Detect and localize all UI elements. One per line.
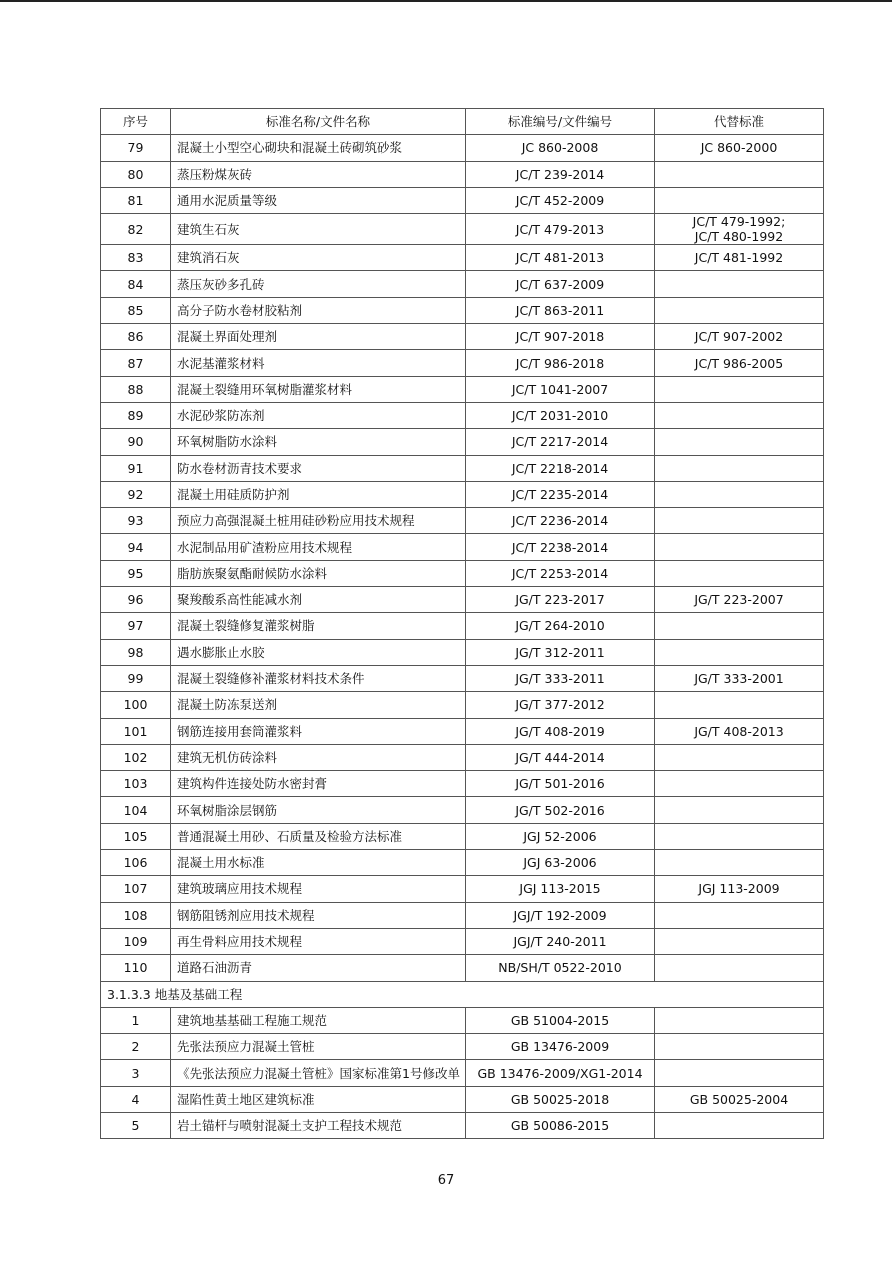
replaced-standard [655, 955, 824, 981]
table-row [101, 902, 824, 928]
table-row [101, 1007, 824, 1033]
row-number: 110 [101, 955, 171, 981]
replaced-standard [655, 928, 824, 954]
table-row [101, 613, 824, 639]
table-row [101, 771, 824, 797]
row-number: 103 [101, 771, 171, 797]
standard-name: 混凝土防冻泵送剂 [171, 692, 466, 718]
replaced-standard [655, 214, 824, 245]
section-heading-row [101, 981, 824, 1007]
replaced-standard [655, 1034, 824, 1060]
row-number: 83 [101, 245, 171, 271]
standard-code: JG/T 501-2016 [466, 771, 655, 797]
standards-table [100, 108, 824, 1139]
table-header-row [101, 109, 824, 135]
standard-code: JC/T 479-2013 [466, 214, 655, 245]
standard-name: 混凝土裂缝用环氧树脂灌浆材料 [171, 376, 466, 402]
standard-name: 建筑生石灰 [171, 214, 466, 245]
table-row [101, 455, 824, 481]
standard-name: 水泥基灌浆材料 [171, 350, 466, 376]
row-number: 85 [101, 297, 171, 323]
standard-code: JC/T 2218-2014 [466, 455, 655, 481]
standard-code: JG/T 377-2012 [466, 692, 655, 718]
table-row [101, 823, 824, 849]
replaced-standard [655, 797, 824, 823]
row-number: 101 [101, 718, 171, 744]
standard-name: 水泥砂浆防冻剂 [171, 402, 466, 428]
table-row [101, 350, 824, 376]
standard-name: 普通混凝土用砂、石质量及检验方法标准 [171, 823, 466, 849]
row-number: 102 [101, 744, 171, 770]
standard-name: 脂肪族聚氨酯耐候防水涂料 [171, 560, 466, 586]
standard-code: JG/T 502-2016 [466, 797, 655, 823]
standard-code: JC/T 863-2011 [466, 297, 655, 323]
standard-code: JC/T 2238-2014 [466, 534, 655, 560]
row-number: 98 [101, 639, 171, 665]
row-number: 82 [101, 214, 171, 245]
standard-name: 环氧树脂涂层钢筋 [171, 797, 466, 823]
standard-name: 蒸压灰砂多孔砖 [171, 271, 466, 297]
replaced-standard [655, 1060, 824, 1086]
table-row [101, 402, 824, 428]
header-standard-code: 标准编号/文件编号 [466, 109, 655, 135]
standard-name: 建筑地基基础工程施工规范 [171, 1007, 466, 1033]
row-number: 99 [101, 665, 171, 691]
standard-name: 建筑构件连接处防水密封膏 [171, 771, 466, 797]
standard-code: JC/T 2236-2014 [466, 508, 655, 534]
standard-code: JGJ 113-2015 [466, 876, 655, 902]
section-heading [101, 981, 824, 1007]
standard-name: 高分子防水卷材胶粘剂 [171, 297, 466, 323]
row-number: 4 [101, 1086, 171, 1112]
standard-code: JG/T 264-2010 [466, 613, 655, 639]
table-row [101, 245, 824, 271]
standard-code: JGJ 52-2006 [466, 823, 655, 849]
table-row [101, 187, 824, 213]
replaced-standard [655, 402, 824, 428]
replaced-standard [655, 902, 824, 928]
row-number: 1 [101, 1007, 171, 1033]
standard-name: 《先张法预应力混凝土管桩》国家标准第1号修改单 [171, 1060, 466, 1086]
row-number: 107 [101, 876, 171, 902]
standard-name: 湿陷性黄土地区建筑标准 [171, 1086, 466, 1112]
table-row [101, 560, 824, 586]
replaced-standard [655, 187, 824, 213]
table-row [101, 1060, 824, 1086]
table-row [101, 214, 824, 245]
table-row [101, 324, 824, 350]
replaced-standard [655, 429, 824, 455]
standard-name: 钢筋连接用套筒灌浆料 [171, 718, 466, 744]
table-row [101, 429, 824, 455]
standard-name: 先张法预应力混凝土管桩 [171, 1034, 466, 1060]
row-number: 89 [101, 402, 171, 428]
row-number: 96 [101, 587, 171, 613]
standard-code: JC/T 986-2018 [466, 350, 655, 376]
standard-code: GB 51004-2015 [466, 1007, 655, 1033]
table-row [101, 1086, 824, 1112]
table-row [101, 135, 824, 161]
row-number: 90 [101, 429, 171, 455]
replaced-standard [655, 823, 824, 849]
row-number: 88 [101, 376, 171, 402]
table-row [101, 850, 824, 876]
standard-code: JC/T 2253-2014 [466, 560, 655, 586]
standard-code: GB 50025-2018 [466, 1086, 655, 1112]
standard-name: 道路石油沥青 [171, 955, 466, 981]
row-number: 87 [101, 350, 171, 376]
page-number: 67 [437, 1173, 455, 1188]
table-row [101, 876, 824, 902]
table-row [101, 1112, 824, 1138]
row-number: 86 [101, 324, 171, 350]
replaced-standard [655, 297, 824, 323]
standard-code: GB 13476-2009 [466, 1034, 655, 1060]
row-number: 109 [101, 928, 171, 954]
table-row [101, 587, 824, 613]
standard-name: 混凝土用水标准 [171, 850, 466, 876]
standard-code: JC/T 907-2018 [466, 324, 655, 350]
replaced-standard [655, 508, 824, 534]
replaced-standard [655, 744, 824, 770]
replaced-standard: JG/T 223-2007 [655, 587, 824, 613]
standard-code: JG/T 223-2017 [466, 587, 655, 613]
header-standard-name: 标准名称/文件名称 [171, 109, 466, 135]
row-number: 80 [101, 161, 171, 187]
table-row [101, 297, 824, 323]
row-number: 97 [101, 613, 171, 639]
table-row [101, 161, 824, 187]
row-number: 104 [101, 797, 171, 823]
table-row [101, 271, 824, 297]
row-number: 2 [101, 1034, 171, 1060]
standard-name: 环氧树脂防水涂料 [171, 429, 466, 455]
standard-code: GB 13476-2009/XG1-2014 [466, 1060, 655, 1086]
replaced-standard [655, 161, 824, 187]
replaced-standard-line: JC/T 479-1992; [692, 214, 786, 230]
replaced-standard [655, 692, 824, 718]
standard-code: GB 50086-2015 [466, 1112, 655, 1138]
standard-code: JC/T 1041-2007 [466, 376, 655, 402]
replaced-standard [655, 376, 824, 402]
replaced-standard: JG/T 333-2001 [655, 665, 824, 691]
replaced-standard: JGJ 113-2009 [655, 876, 824, 902]
standard-name: 通用水泥质量等级 [171, 187, 466, 213]
table-row [101, 508, 824, 534]
row-number: 95 [101, 560, 171, 586]
replaced-standard [655, 271, 824, 297]
standard-code: JGJ/T 192-2009 [466, 902, 655, 928]
row-number: 3 [101, 1060, 171, 1086]
standard-name: 钢筋阻锈剂应用技术规程 [171, 902, 466, 928]
table-row [101, 665, 824, 691]
table-row [101, 1034, 824, 1060]
standard-name: 混凝土裂缝修补灌浆材料技术条件 [171, 665, 466, 691]
replaced-standard: GB 50025-2004 [655, 1086, 824, 1112]
row-number: 93 [101, 508, 171, 534]
standard-code: JG/T 333-2011 [466, 665, 655, 691]
standard-code: JG/T 312-2011 [466, 639, 655, 665]
standard-name: 混凝土小型空心砌块和混凝土砖砌筑砂浆 [171, 135, 466, 161]
standard-name: 岩土锚杆与喷射混凝土支护工程技术规范 [171, 1112, 466, 1138]
standard-code: JC/T 452-2009 [466, 187, 655, 213]
row-number: 84 [101, 271, 171, 297]
section-title: 地基及基础工程 [154, 986, 243, 1002]
replaced-standard [655, 560, 824, 586]
standard-name: 混凝土裂缝修复灌浆树脂 [171, 613, 466, 639]
replaced-standard [655, 481, 824, 507]
standard-code: JC 860-2008 [466, 135, 655, 161]
standard-name: 建筑玻璃应用技术规程 [171, 876, 466, 902]
row-number: 79 [101, 135, 171, 161]
standard-name: 再生骨料应用技术规程 [171, 928, 466, 954]
table-row [101, 928, 824, 954]
table-row [101, 639, 824, 665]
row-number: 81 [101, 187, 171, 213]
replaced-standard [655, 1007, 824, 1033]
standard-name: 防水卷材沥青技术要求 [171, 455, 466, 481]
replaced-standard [655, 534, 824, 560]
replaced-standard: JC 860-2000 [655, 135, 824, 161]
standard-code: JC/T 481-2013 [466, 245, 655, 271]
standard-name: 水泥制品用矿渣粉应用技术规程 [171, 534, 466, 560]
section-number: 3.1.3.3 [107, 986, 151, 1002]
replaced-standard: JC/T 481-1992 [655, 245, 824, 271]
standard-code: JC/T 2217-2014 [466, 429, 655, 455]
standard-name: 建筑消石灰 [171, 245, 466, 271]
replaced-standard-line: JC/T 480-1992 [694, 229, 784, 245]
table-row [101, 692, 824, 718]
row-number: 92 [101, 481, 171, 507]
table-row [101, 744, 824, 770]
table-row [101, 376, 824, 402]
standard-code: NB/SH/T 0522-2010 [466, 955, 655, 981]
row-number: 5 [101, 1112, 171, 1138]
standard-name: 预应力高强混凝土桩用硅砂粉应用技术规程 [171, 508, 466, 534]
standard-code: JC/T 2235-2014 [466, 481, 655, 507]
row-number: 91 [101, 455, 171, 481]
table-row [101, 534, 824, 560]
standard-name: 混凝土界面处理剂 [171, 324, 466, 350]
replaced-standard [655, 613, 824, 639]
header-replaced-standard: 代替标准 [655, 109, 824, 135]
table-row [101, 797, 824, 823]
row-number: 94 [101, 534, 171, 560]
standard-code: JC/T 637-2009 [466, 271, 655, 297]
table-row [101, 955, 824, 981]
replaced-standard [655, 850, 824, 876]
standard-name: 建筑无机仿砖涂料 [171, 744, 466, 770]
standard-code: JC/T 239-2014 [466, 161, 655, 187]
row-number: 106 [101, 850, 171, 876]
standard-code: JGJ/T 240-2011 [466, 928, 655, 954]
standard-code: JG/T 408-2019 [466, 718, 655, 744]
standard-name: 遇水膨胀止水胶 [171, 639, 466, 665]
replaced-standard [655, 771, 824, 797]
replaced-standard: JG/T 408-2013 [655, 718, 824, 744]
row-number: 100 [101, 692, 171, 718]
replaced-standard [655, 1112, 824, 1138]
table-row [101, 718, 824, 744]
top-border-line [0, 0, 892, 2]
header-serial-number: 序号 [101, 109, 171, 135]
standard-name: 混凝土用硅质防护剂 [171, 481, 466, 507]
replaced-standard: JC/T 907-2002 [655, 324, 824, 350]
replaced-standard: JC/T 986-2005 [655, 350, 824, 376]
row-number: 108 [101, 902, 171, 928]
replaced-standard [655, 639, 824, 665]
standard-name: 聚羧酸系高性能减水剂 [171, 587, 466, 613]
standard-code: JC/T 2031-2010 [466, 402, 655, 428]
standard-name: 蒸压粉煤灰砖 [171, 161, 466, 187]
standard-code: JG/T 444-2014 [466, 744, 655, 770]
standard-code: JGJ 63-2006 [466, 850, 655, 876]
row-number: 105 [101, 823, 171, 849]
table-row [101, 481, 824, 507]
replaced-standard [655, 455, 824, 481]
